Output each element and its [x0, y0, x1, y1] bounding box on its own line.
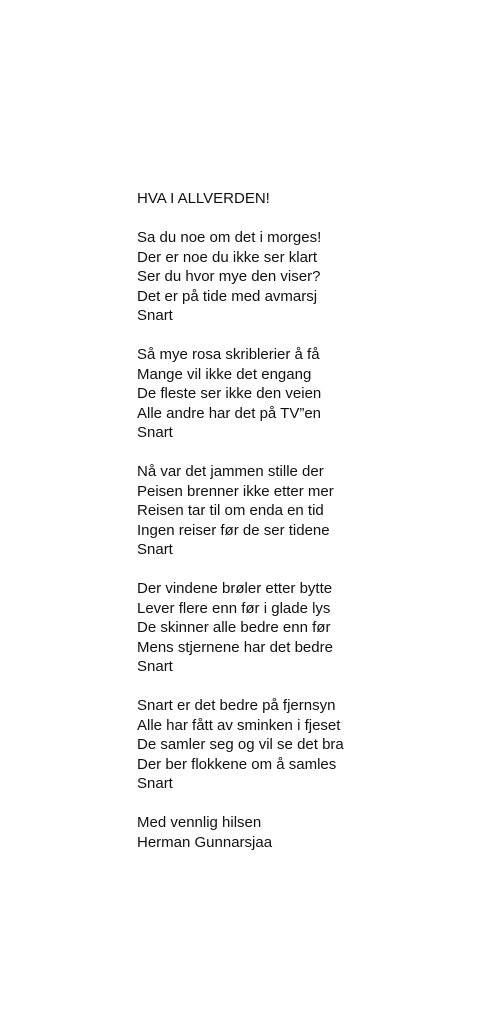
closing-greeting: Med vennlig hilsen [137, 814, 262, 831]
poem-line: Der vindene brøler etter bytte [137, 580, 333, 597]
poem-line: Mens stjernene har det bedre [137, 638, 333, 656]
poem-line: Snart [137, 658, 173, 675]
poem-line: Snart er det bedre på fjernsyn [137, 697, 336, 714]
poem-line: Sa du noe om det i morges! [137, 229, 322, 246]
poem-line: Det er på tide med avmarsj [137, 287, 318, 305]
closing [137, 813, 477, 852]
poem-line: Alle andre har det på TV”en [137, 404, 322, 422]
poem-line: De samler seg og vil se det bra [137, 736, 344, 753]
author-name: Herman Gunnarsjaa [137, 833, 273, 851]
poem-line: Snart [137, 541, 173, 558]
poem-line: Snart [137, 424, 173, 441]
stanza-gap [137, 560, 477, 580]
poem-line: Alle har fått av sminken i fjeset [137, 716, 341, 734]
poem-line: De skinner alle bedre enn før [137, 619, 331, 636]
stanza-gap [137, 209, 477, 229]
poem-line: Lever flere enn før i glade lys [137, 599, 331, 617]
poem-line: Der er noe du ikke ser klart [137, 248, 318, 266]
stanza-gap [137, 794, 477, 814]
poem-line: Mange vil ikke det engang [137, 365, 312, 383]
poem-line: Snart [137, 307, 173, 324]
stanza-3 [137, 462, 477, 560]
stanza-gap [137, 677, 477, 697]
poem-line: Snart [137, 775, 173, 792]
poem-line: Ser du hvor mye den viser? [137, 268, 321, 285]
poem-line: Reisen tar til om enda en tid [137, 502, 324, 519]
poem-title: HVA I ALLVERDEN! [137, 190, 270, 207]
poem-line: Ingen reiser før de ser tidene [137, 521, 330, 539]
poem-line: Nå var det jammen stille der [137, 463, 324, 480]
stanza-gap [137, 443, 477, 463]
stanza-2 [137, 345, 477, 443]
stanza-gap [137, 326, 477, 346]
stanza-4 [137, 579, 477, 677]
stanza-5 [137, 696, 477, 794]
poem-line: Så mye rosa skriblerier å få [137, 346, 320, 363]
stanza-1 [137, 228, 477, 326]
poem [137, 189, 477, 852]
poem-line: Peisen brenner ikke etter mer [137, 482, 334, 500]
poem-line: De fleste ser ikke den veien [137, 385, 322, 402]
poem-line: Der ber flokkene om å samles [137, 755, 337, 773]
